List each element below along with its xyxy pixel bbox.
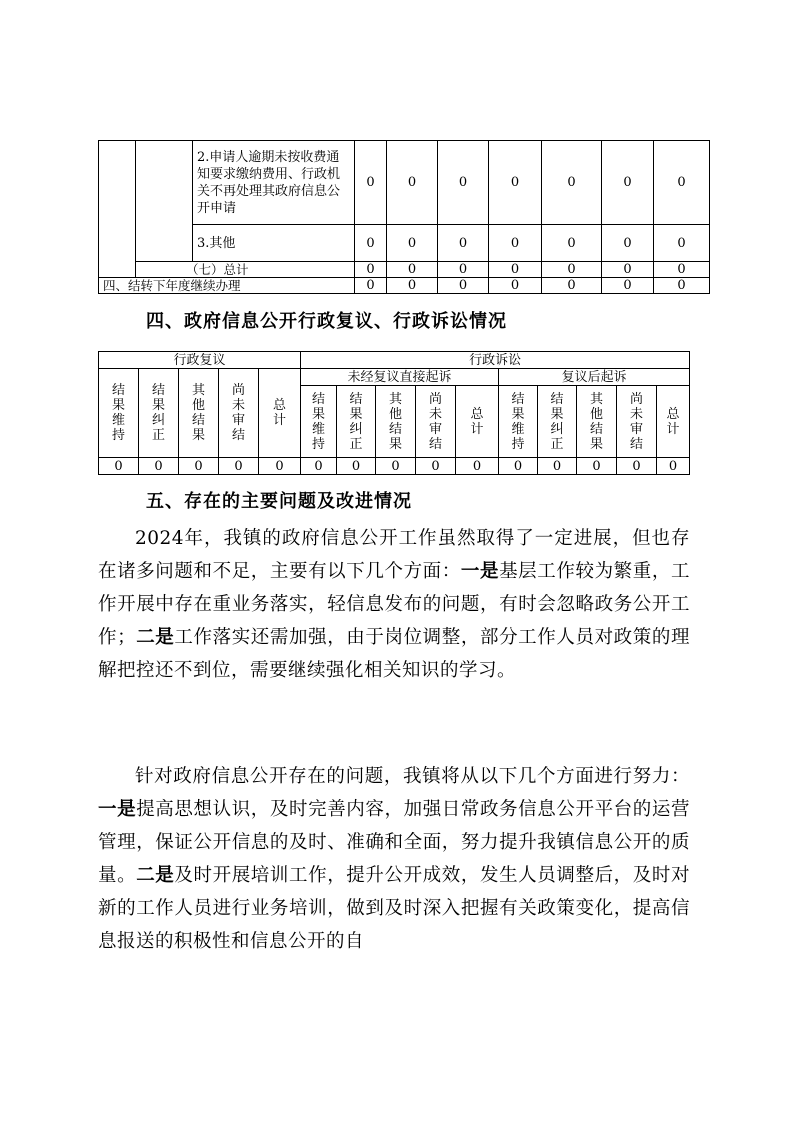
value-cell: 0 (542, 141, 602, 225)
column-header-text: 其他结果 (389, 391, 403, 452)
column-header-text: 总计 (470, 406, 484, 437)
value-cell: 0 (617, 458, 657, 475)
header-administrative-litigation: 行政诉讼 (301, 352, 690, 369)
emphasis-text: 二是 (136, 865, 175, 886)
value-cell: 0 (602, 262, 654, 278)
column-header (538, 386, 577, 458)
column-header (376, 386, 416, 458)
value-cell: 0 (489, 225, 542, 262)
value-cell: 0 (489, 141, 542, 225)
column-header (499, 386, 538, 458)
paragraph-text: 2024年，我镇的政府信息公开工作虽然取得了一定进展，但也存在诸多问题和不足，主要有以下几个方面： (98, 528, 690, 582)
paragraph-text: 针对政府信息公开存在的问题，我镇将从以下几个方面进行努力： (135, 766, 690, 787)
column-header (259, 369, 301, 458)
value-cell: 0 (259, 458, 301, 475)
value-cell: 0 (602, 225, 654, 262)
column-header (301, 386, 337, 458)
value-cell: 0 (179, 458, 219, 475)
value-cell: 0 (657, 458, 690, 475)
value-cell: 0 (489, 262, 542, 278)
value-cell: 0 (489, 278, 542, 294)
paragraph-problems (98, 522, 690, 687)
column-header-text: 其他结果 (590, 391, 604, 452)
emphasis-text: 一是 (460, 561, 500, 582)
value-cell: 0 (654, 262, 710, 278)
table-header-row (99, 369, 690, 386)
column-header (179, 369, 219, 458)
paragraph-improvements (98, 760, 690, 958)
column-header-text: 总计 (666, 406, 680, 437)
section-heading-review: 四、政府信息公开行政复议、行政诉讼情况 (146, 311, 507, 332)
value-cell: 0 (577, 458, 617, 475)
value-cell: 0 (355, 262, 387, 278)
column-header (99, 369, 139, 458)
section-heading-problems: 五、存在的主要问题及改进情况 (146, 491, 412, 512)
value-cell: 0 (654, 225, 710, 262)
value-cell: 0 (438, 278, 489, 294)
row-label: （七）总计 (136, 262, 355, 278)
value-cell: 0 (438, 225, 489, 262)
disclosure-results-table (98, 140, 710, 294)
column-header (657, 386, 690, 458)
value-cell: 0 (438, 141, 489, 225)
paragraph-text: 提高思想认识，及时完善内容，加强日常政务信息公开平台的运营管理，保证公开信息的及时、准确和全面，努力提升我镇信息公开的质量。 (98, 799, 690, 886)
value-cell: 0 (499, 458, 538, 475)
column-header (456, 386, 499, 458)
value-cell: 0 (139, 458, 179, 475)
value-cell: 0 (301, 458, 337, 475)
header-litigation-after-review: 复议后起诉 (499, 369, 690, 386)
value-cell: 0 (355, 225, 387, 262)
value-cell: 0 (387, 278, 438, 294)
column-header (219, 369, 259, 458)
column-header (139, 369, 179, 458)
column-header-text: 尚未审结 (231, 383, 245, 443)
column-header-text: 结果纠正 (151, 383, 165, 443)
column-header-text: 结果纠正 (349, 391, 363, 452)
header-administrative-review: 行政复议 (99, 352, 301, 369)
column-header-text: 结果维持 (111, 383, 125, 443)
value-cell: 0 (438, 262, 489, 278)
paragraph-text: 基层工作较为繁重，工作开展中存在重业务落实，轻信息发布的问题，有时会忽略政务公开工作； (98, 561, 690, 648)
value-cell: 0 (355, 278, 387, 294)
value-cell: 0 (387, 225, 438, 262)
column-header (617, 386, 657, 458)
value-cell: 0 (602, 141, 654, 225)
value-cell: 0 (387, 262, 438, 278)
value-cell: 0 (602, 278, 654, 294)
column-header-text: 结果纠正 (550, 391, 564, 452)
column-header-text: 结果维持 (511, 391, 525, 452)
value-cell: 0 (456, 458, 499, 475)
value-cell: 0 (654, 278, 710, 294)
emphasis-text: 二是 (136, 627, 175, 648)
row-label: 四、结转下年度继续办理 (99, 278, 355, 294)
table-row (99, 262, 710, 278)
row-label: 3.其他 (193, 225, 355, 262)
blank-cell (99, 141, 136, 278)
value-cell: 0 (542, 278, 602, 294)
value-cell: 0 (542, 225, 602, 262)
column-header (337, 386, 376, 458)
paragraph-text: 及时开展培训工作，提升公开成效，发生人员调整后，及时对新的工作人员进行业务培训，做到及时深入把握有关政策变化，提高信息报送的积极性和信息公开的自 (98, 865, 690, 952)
value-cell: 0 (355, 141, 387, 225)
table-header-row (99, 352, 690, 369)
table-row (99, 278, 710, 294)
value-cell: 0 (538, 458, 577, 475)
table-row (99, 141, 710, 225)
value-cell: 0 (416, 458, 456, 475)
column-header-text: 其他结果 (191, 383, 205, 443)
header-direct-litigation: 未经复议直接起诉 (301, 369, 499, 386)
blank-cell (136, 141, 193, 262)
emphasis-text: 一是 (98, 799, 137, 820)
column-header (577, 386, 617, 458)
column-header-text: 尚未审结 (429, 391, 443, 452)
value-cell: 0 (387, 141, 438, 225)
column-header-text: 结果维持 (312, 391, 326, 452)
row-label: 2.申请人逾期未按收费通知要求缴纳费用、行政机关不再处理其政府信息公开申请 (193, 141, 355, 225)
value-cell: 0 (542, 262, 602, 278)
column-header-text: 尚未审结 (630, 391, 644, 452)
value-cell: 0 (337, 458, 376, 475)
paragraph-text: 工作落实还需加强，由于岗位调整，部分工作人员对政策的理解把控还不到位，需要继续强化相关知识的学习。 (98, 627, 690, 681)
value-cell: 0 (654, 141, 710, 225)
column-header (416, 386, 456, 458)
review-litigation-table (98, 351, 690, 475)
value-cell: 0 (376, 458, 416, 475)
value-cell: 0 (99, 458, 139, 475)
table-row (99, 458, 690, 475)
value-cell: 0 (219, 458, 259, 475)
column-header-text: 总计 (273, 398, 287, 428)
